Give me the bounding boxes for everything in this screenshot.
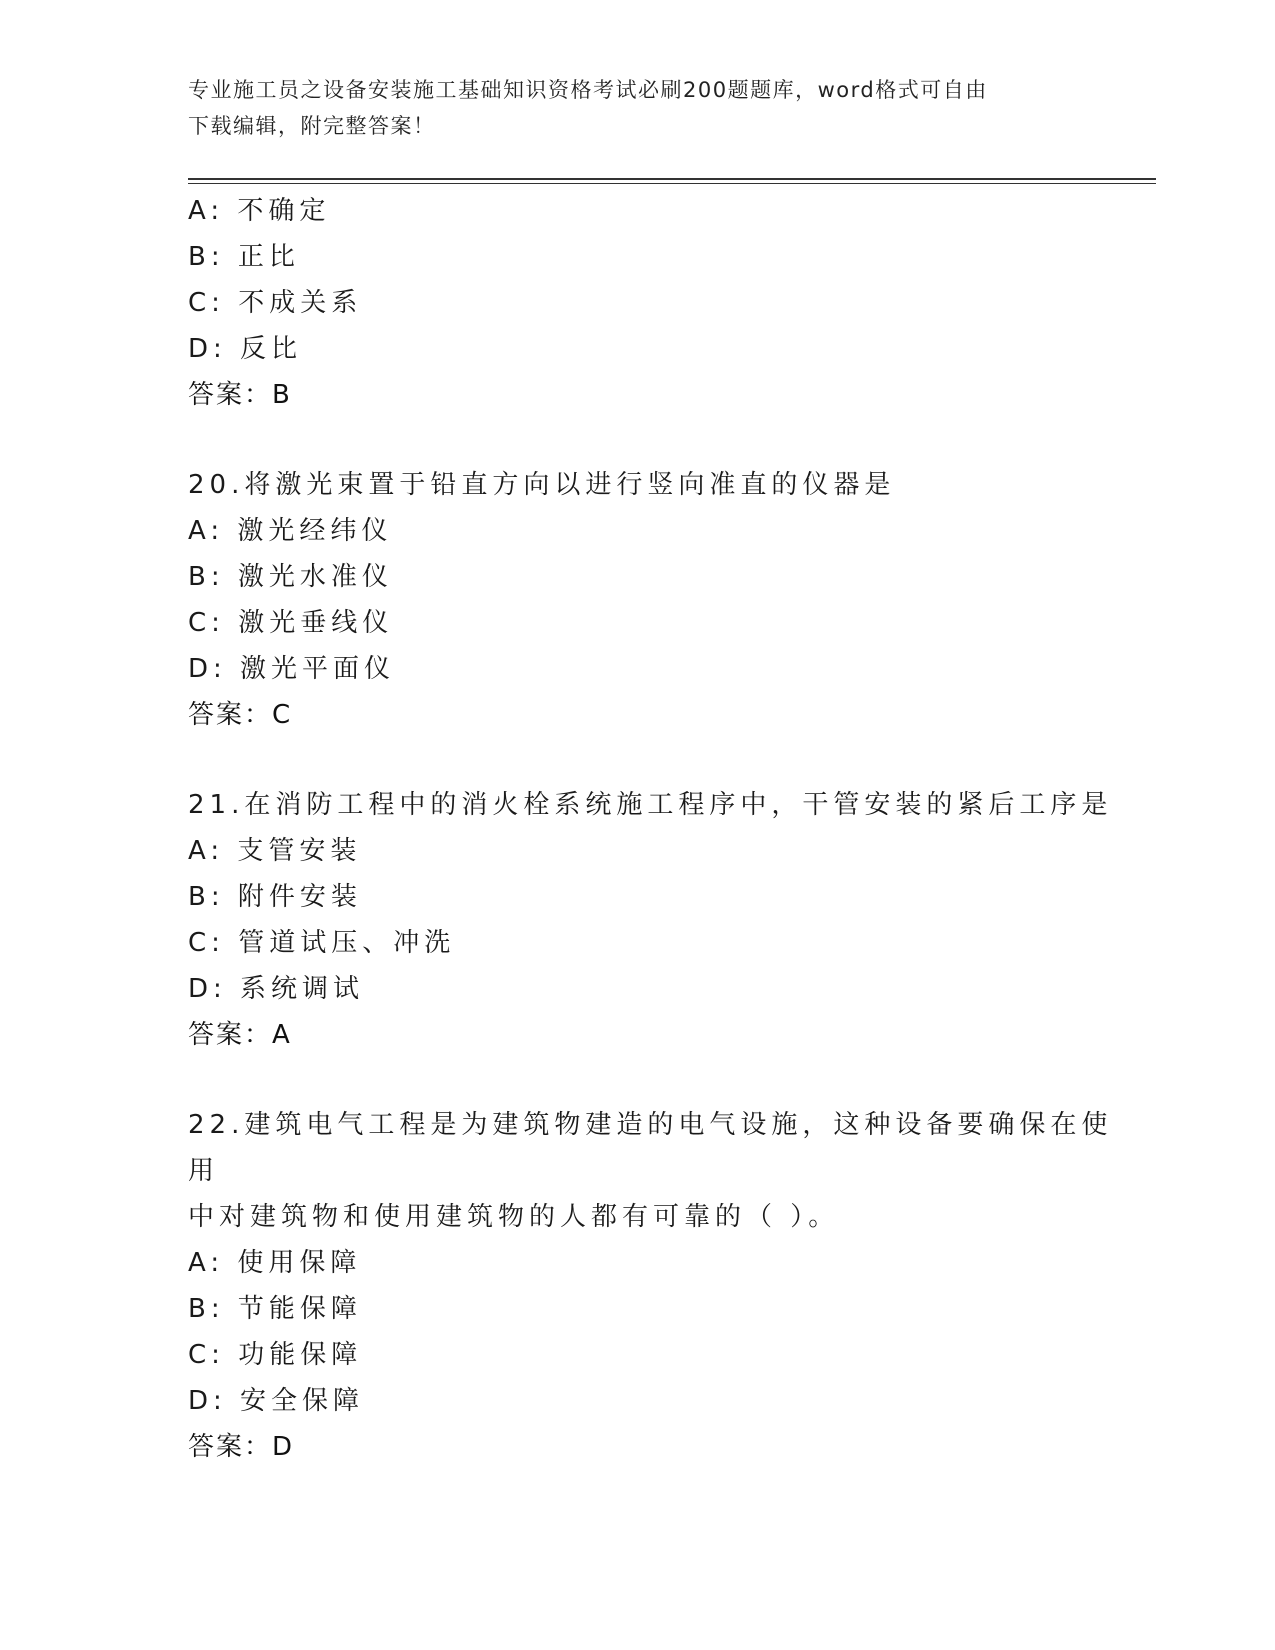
question-block-19 — [188, 188, 1128, 418]
option-c: C: 不成关系 — [188, 288, 363, 318]
option-c: C: 管道试压、冲洗 — [188, 928, 456, 958]
option-c: C: 激光垂线仪 — [188, 608, 394, 638]
option-a: A: 使用保障 — [188, 1248, 362, 1278]
option-a: A: 不确定 — [188, 196, 331, 226]
option-d: D: 反比 — [188, 334, 303, 364]
header-divider-thin — [188, 183, 1156, 184]
option-b: B: 节能保障 — [188, 1294, 362, 1324]
answer-value: A — [272, 1020, 292, 1050]
answer-line: 答案：B — [188, 380, 292, 410]
question-stem-line-1: 22.建筑电气工程是为建筑物建造的电气设施，这种设备要确保在使用 — [188, 1110, 1113, 1186]
header-line-1: 专业施工员之设备安装施工基础知识资格考试必刷200题题库，word格式可自由 — [188, 78, 988, 102]
question-stem-line-2: 中对建筑物和使用建筑物的人都有可靠的（ ）。 — [188, 1202, 840, 1232]
question-block-21 — [188, 782, 1128, 1058]
option-d: D: 激光平面仪 — [188, 654, 396, 684]
option-d: D: 系统调试 — [188, 974, 365, 1004]
option-c: C: 功能保障 — [188, 1340, 363, 1370]
option-b: B: 附件安装 — [188, 882, 362, 912]
option-a: A: 支管安装 — [188, 836, 362, 866]
header-line-2: 下载编辑，附完整答案！ — [188, 114, 436, 138]
answer-line: 答案：A — [188, 1020, 292, 1050]
question-stem: 20.将激光束置于铅直方向以进行竖向准直的仪器是 — [188, 470, 896, 500]
question-list — [188, 188, 1128, 1470]
option-d: D: 安全保障 — [188, 1386, 365, 1416]
header-divider-thick — [188, 178, 1156, 180]
option-b: B: 正比 — [188, 242, 300, 272]
answer-line: 答案：C — [188, 700, 293, 730]
answer-value: B — [272, 380, 292, 410]
answer-value: D — [272, 1432, 295, 1462]
answer-value: C — [272, 700, 293, 730]
question-block-22 — [188, 1102, 1128, 1470]
option-b: B: 激光水准仪 — [188, 562, 393, 592]
question-stem: 21.在消防工程中的消火栓系统施工程序中，干管安装的紧后工序是 — [188, 790, 1113, 820]
question-block-20 — [188, 462, 1128, 738]
answer-line: 答案：D — [188, 1432, 295, 1462]
option-a: A: 激光经纬仪 — [188, 516, 393, 546]
document-header — [188, 72, 1088, 144]
